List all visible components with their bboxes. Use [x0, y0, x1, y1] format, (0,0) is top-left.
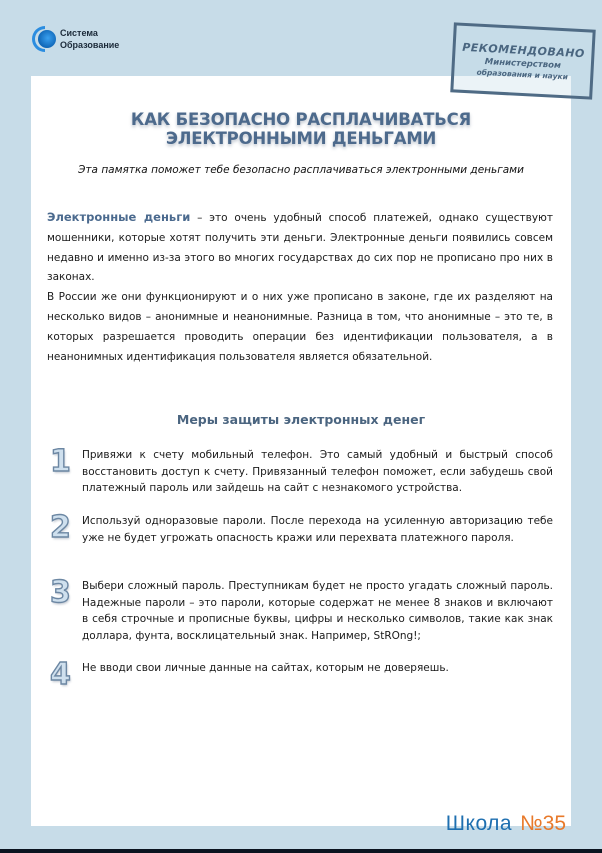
title-line-2: ЭЛЕКТРОННЫМИ ДЕНЬГАМИ	[165, 129, 437, 148]
intro-term: Электронные деньги	[47, 210, 191, 224]
logo	[32, 23, 119, 55]
number-4-icon: 4	[50, 657, 71, 692]
number-3-icon: 3	[50, 575, 71, 610]
measure-item-4	[50, 657, 553, 692]
measure-text: Выбери сложный пароль. Преступникам будет не просто угадать сложный пароль. Надежные пароли – это пароли, которые содержат не менее 8 знаков и включают в себя строчные и прописные буквы, цифры и несколько символов, такие как знак доллара, фунта, восклицательный знак. Например, StROng!;	[82, 580, 553, 643]
intro-section	[47, 208, 553, 367]
recommendation-stamp	[450, 22, 595, 99]
measures-title: Меры защиты электронных денег	[176, 412, 426, 427]
intro-paragraph-2: В России же они функционируют и о них уже прописано в законе, где их разделяют на несколько видов – анонимные и неанонимные. Разница в том, что анонимные – это те, в которых разрешается проводить операции без идентификации пользователя, а в неанонимных идентификация пользователя является обязательной.	[47, 291, 553, 363]
measure-text: Используй одноразовые пароли. После перехода на усиленную авторизацию тебе уже не будет угрожать опасность кражи или перехвата платежного пароля.	[82, 515, 553, 544]
school-number: №35	[520, 812, 566, 835]
intro-paragraph-1	[47, 208, 553, 288]
measure-text: Привяжи к счету мобильный телефон. Это самый удобный и быстрый способ восстановить доступ к счету. Привязанный телефон поможет, если забудешь свой платежный пароль или зайдешь на сайт с незнакомого устройства.	[82, 449, 553, 495]
school-label	[446, 812, 566, 836]
stamp-line-1: РЕКОМЕНДОВАНО	[461, 40, 586, 60]
bottom-strip	[0, 849, 602, 853]
school-name: Школа	[445, 812, 513, 835]
subtitle: Эта памятка поможет тебе безопасно расплачиваться электронными деньгами	[78, 164, 524, 176]
measure-item-3	[50, 575, 553, 645]
stamp-line-3: образования и науки	[476, 67, 569, 81]
intro-paragraph-1-text: – это очень удобный способ платежей, однако существуют мошенники, которые хотят получить эти деньги. Электронные деньги появились совсем недавно и именно из-за этого во многих государствах до сих пор не прописано про них в законах.	[47, 212, 553, 284]
measure-item-1	[50, 444, 553, 497]
globe-logo-icon	[32, 23, 56, 55]
title-line-1: КАК БЕЗОПАСНО РАСПЛАЧИВАТЬСЯ	[130, 110, 472, 129]
measure-text: Не вводи свои личные данные на сайтах, которым не доверяешь.	[82, 662, 449, 674]
measure-item-2	[50, 510, 553, 546]
page-title	[0, 110, 602, 148]
stamp-line-2: Министерством	[484, 56, 562, 71]
number-1-icon: 1	[50, 444, 71, 479]
number-2-icon: 2	[50, 510, 71, 545]
logo-line-1: Система	[60, 28, 98, 38]
logo-line-2: Образование	[60, 40, 120, 50]
